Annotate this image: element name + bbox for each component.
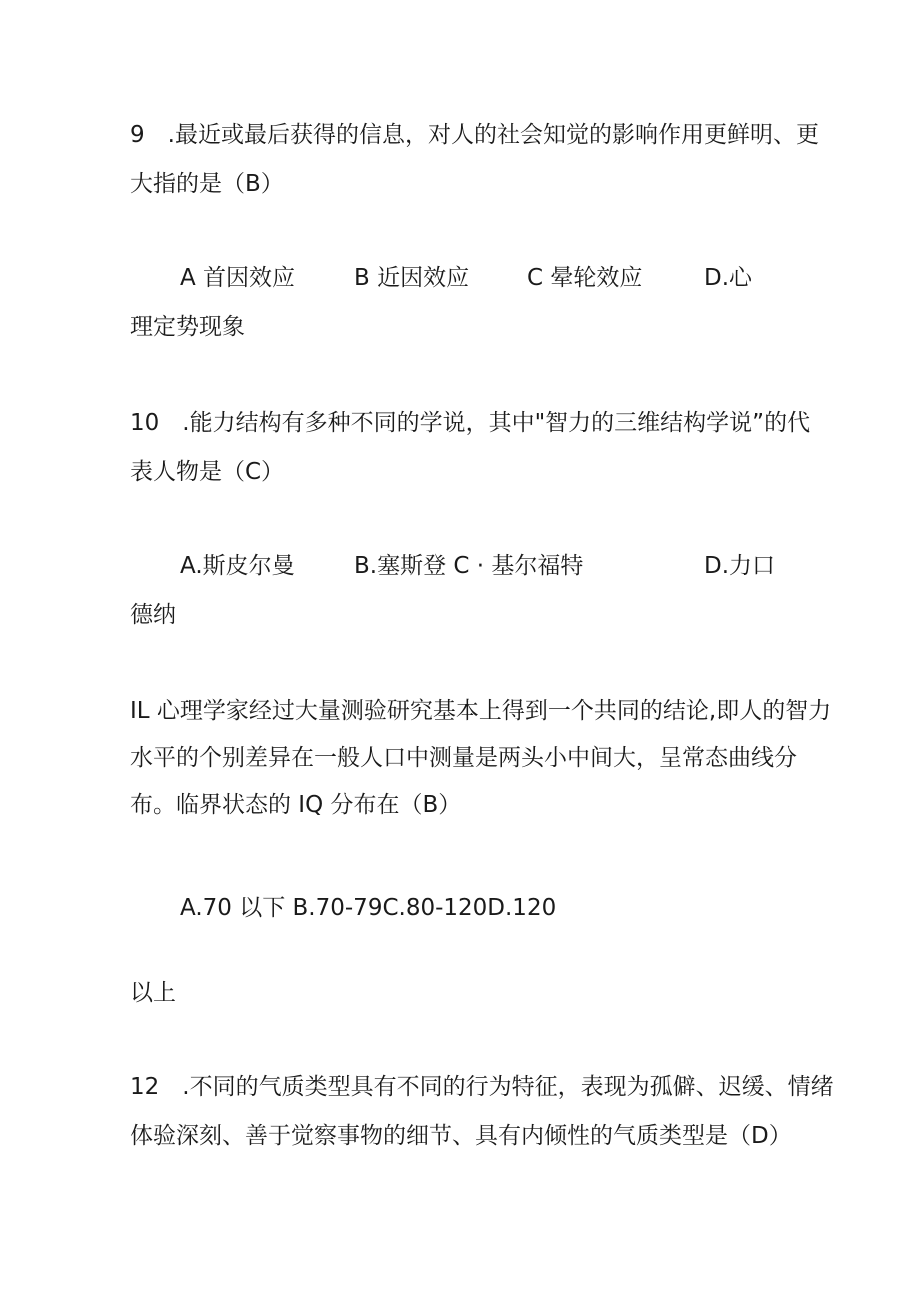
question-9-line-2: 大指的是（B） [130,171,284,197]
question-11-options-continued: 以上 [130,980,176,1006]
question-10-option-b-c: B.塞斯登 C · 基尔福特 [354,553,584,579]
question-9-option-a: A 首因效应 [180,265,296,291]
question-10-option-d-continued: 德纳 [130,602,176,628]
question-12-line-1: 12 .不同的气质类型具有不同的行为特征，表现为孤僻、迟缓、情绪 [130,1074,834,1100]
question-12-line-2: 体验深刻、善于觉察事物的细节、具有内倾性的气质类型是（D） [130,1123,792,1149]
question-11-line-1: IL 心理学家经过大量测验研究基本上得到一个共同的结论,即人的智力 [130,698,832,724]
question-11-line-3: 布。临界状态的 IQ 分布在（B） [130,792,462,818]
question-9-option-d-continued: 理定势现象 [130,314,245,340]
question-9-option-d: D.心 [704,265,753,291]
question-9-option-c: C 晕轮效应 [527,265,643,291]
question-10-options [0,551,920,581]
question-10-line-1: 10 .能力结构有多种不同的学说，其中"智力的三维结构学说”的代 [130,410,811,436]
question-9-line-1: 9 .最近或最后获得的信息，对人的社会知觉的影响作用更鲜明、更 [130,122,819,148]
question-10-line-2: 表人物是（C） [130,459,285,485]
question-11-options: A.70 以下 B.70-79C.80-120D.120 [180,895,557,921]
question-9-options [0,263,920,293]
question-11-line-2: 水平的个别差异在一般人口中测量是两头小中间大，呈常态曲线分 [130,745,797,771]
question-10-option-d: D.力口 [704,553,776,579]
question-9-option-b: B 近因效应 [354,265,470,291]
question-10-option-a: A.斯皮尔曼 [180,553,295,579]
